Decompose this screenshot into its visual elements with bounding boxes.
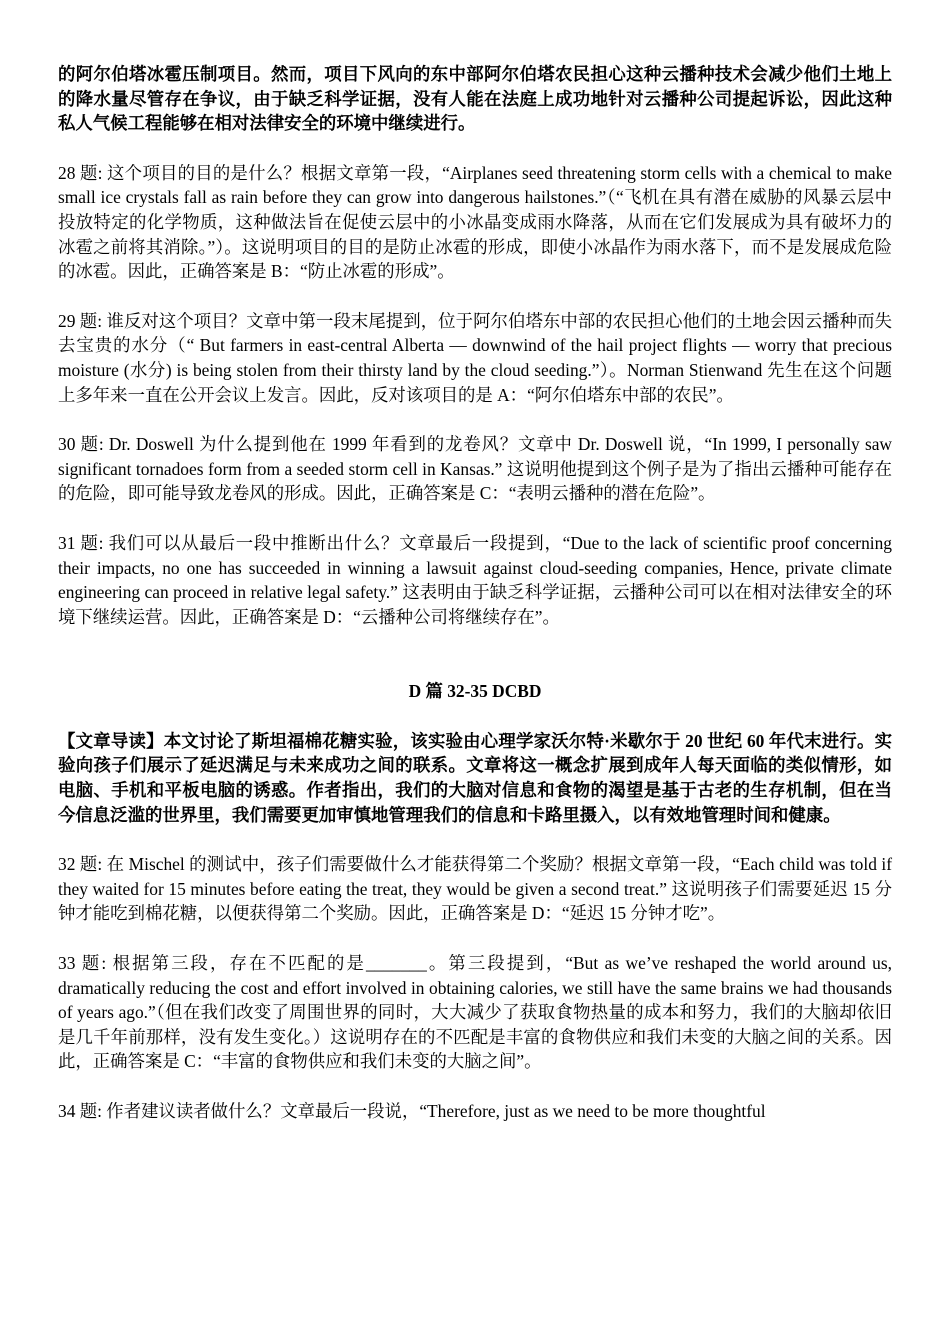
section-title: D 篇 32-35 DCBD — [408, 681, 542, 702]
paragraph-question-28: 28 题: 这个项目的目的是什么？根据文章第一段，“Airplanes seed threatening storm cells with a chemical to make small ice crystals fall as rain before they can grow into dangerous hailstones.”（“飞机在具有潜在威胁的风暴云层中投放特定的化学物质，这种做法旨在促使云层中的小冰晶变成雨水降落，从而在它们发展成为具有破坏力的冰雹之前将其消除。”）。这说明项目的目的是防止冰雹的形成，即使小冰晶作为雨水落下，而不是发展成危险的冰雹。因此，正确答案是 B：“防止冰雹的形成”。 — [58, 162, 892, 282]
paragraph-question-29: 29 题: 谁反对这个项目？文章中第一段末尾提到，位于阿尔伯塔东中部的农民担心他们的土地会因云播种而失去宝贵的水分（“ But farmers in east-central Alberta — downwind of the hail project flights — worry that precious moisture (水分) is being stolen from their thirsty land by the cloud seeding.”）。Norman Stienwand 先生在这个问题上多年来一直在公开会议上发言。因此，反对该项目的是 A：“阿尔伯塔东中部的农民”。 — [58, 310, 892, 405]
paragraph-reading-guide: 【文章导读】本文讨论了斯坦福棉花糖实验，该实验由心理学家沃尔特·米歇尔于 20 世纪 60 年代末进行。实验向孩子们展示了延迟满足与未来成功之间的联系。文章将这一概念扩展到成年人每天面临的类似情形，如电脑、手机和平板电脑的诱惑。作者指出，我们的大脑对信息和食物的渴望是基于古老的生存机制，但在当今信息泛滥的世界里，我们需要更加审慎地管理我们的信息和卡路里摄入，以有效地管理时间和健康。 — [58, 730, 892, 825]
paragraph-intro-tail: 的阿尔伯塔冰雹压制项目。然而，项目下风向的东中部阿尔伯塔农民担心这种云播种技术会减少他们土地上的降水量尽管存在争议，由于缺乏科学证据，没有人能在法庭上成功地针对云播种公司提起诉讼，因此这种私人气候工程能够在相对法律安全的环境中继续进行。 — [58, 64, 892, 134]
paragraph-question-32: 32 题: 在 Mischel 的测试中，孩子们需要做什么才能获得第二个奖励？根据文章第一段，“Each child was told if they waited for 15 minutes before eating the treat, they would be given a second treat.” 这说明孩子们需要延迟 15 分钟才能吃到棉花糖，以便获得第二个奖励。因此，正确答案是 D：“延迟 15 分钟才吃”。 — [58, 854, 892, 924]
paragraph-question-31: 31 题: 我们可以从最后一段中推断出什么？文章最后一段提到，“Due to the lack of scientific proof concerning their impacts, no one has succeeded in winning a lawsuit against cloud-seeding companies, Hence, private climate engineering can proceed in relative legal safety.” 这表明由于缺乏科学证据，云播种公司可以在相对法律安全的环境下继续运营。因此，正确答案是 D：“云播种公司将继续存在”。 — [58, 532, 892, 627]
document-page — [58, 62, 892, 1124]
paragraph-question-34: 34 题: 作者建议读者做什么？文章最后一段说，“Therefore, just as we need to be more thoughtful — [58, 1101, 766, 1121]
paragraph-question-33: 33 题: 根据第三段，存在不匹配的是_______。第三段提到，“But as we’ve reshaped the world around us, dramatically reducing the cost and effort involved in obtaining calories, we still have the same brains we had thousands of years ago.”（但在我们改变了周围世界的同时，大大减少了获取食物热量的成本和努力，我们的大脑却依旧是几千年前那样，没有发生变化。）这说明存在的不匹配是丰富的食物供应和我们未变的大脑之间的关系。因此，正确答案是 C：“丰富的食物供应和我们未变的大脑之间”。 — [58, 953, 892, 1072]
paragraph-question-30: 30 题: Dr. Doswell 为什么提到他在 1999 年看到的龙卷风？文章中 Dr. Doswell 说，“In 1999, I personally saw significant tornadoes form from a seeded storm cell in Kansas.” 这说明他提到这个例子是为了指出云播种可能存在的危险，即可能导致龙卷风的形成。因此，正确答案是 C：“表明云播种的潜在危险”。 — [58, 434, 892, 504]
